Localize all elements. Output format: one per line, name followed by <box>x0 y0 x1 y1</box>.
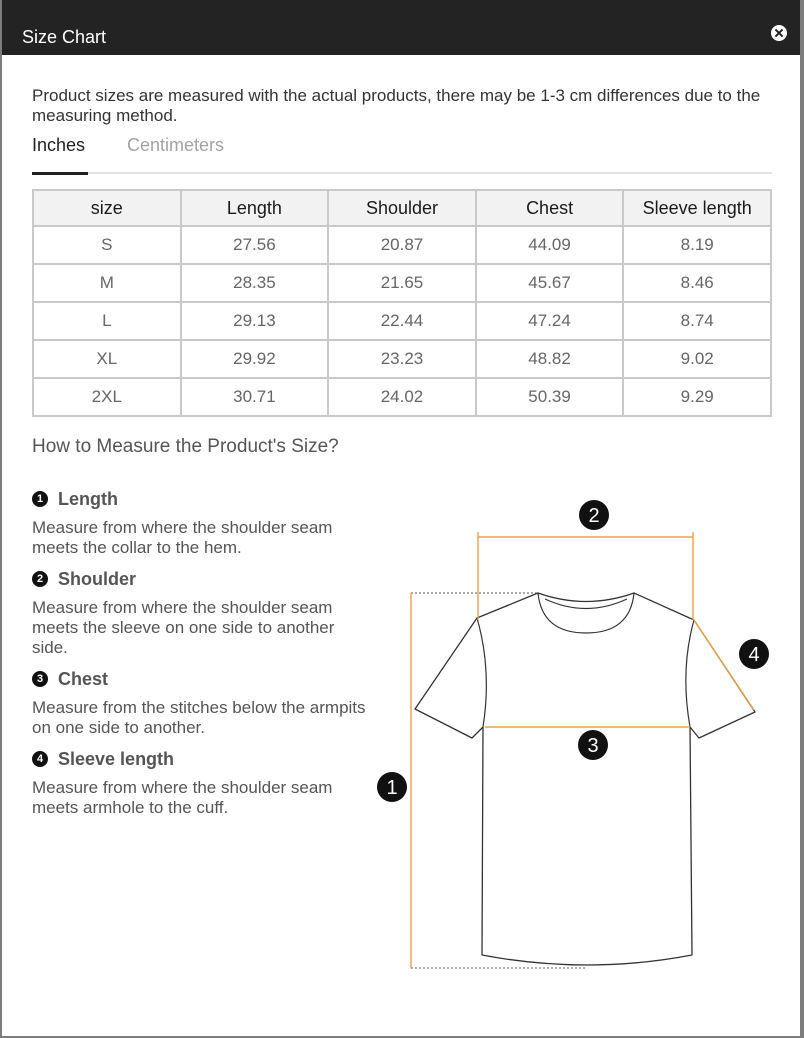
marker-4-icon <box>739 639 769 669</box>
marker-4-label: 4 <box>748 644 760 666</box>
table-cell: 29.13 <box>181 302 329 340</box>
table-cell: 22.44 <box>328 302 476 340</box>
step-shoulder <box>32 568 372 658</box>
column-header-shoulder: Shoulder <box>328 190 476 226</box>
step-title: Length <box>58 489 118 509</box>
table-cell: XL <box>33 340 181 378</box>
table-cell: M <box>33 264 181 302</box>
step-header <box>32 668 372 690</box>
marker-3-icon <box>578 730 608 760</box>
tab-inches-label: Inches <box>32 135 86 155</box>
tshirt-outline <box>415 593 755 965</box>
table-cell: 48.82 <box>476 340 624 378</box>
step-sleeve-length <box>32 748 372 818</box>
number-2-icon: 2 <box>32 571 48 587</box>
tab-centimeters[interactable]: Centimeters <box>127 135 225 155</box>
step-description: Measure from where the shoulder seam meets the collar to the hem. <box>32 518 333 557</box>
table-cell: 20.87 <box>328 226 476 264</box>
table-row <box>33 302 771 340</box>
table-cell: 2XL <box>33 378 181 416</box>
table-cell: 9.02 <box>623 340 771 378</box>
close-icon[interactable] <box>771 25 787 41</box>
marker-1-icon <box>377 772 407 802</box>
table-row <box>33 340 771 378</box>
column-header-chest: Chest <box>476 190 624 226</box>
table-cell: S <box>33 226 181 264</box>
table-cell: 8.74 <box>623 302 771 340</box>
size-chart-modal <box>2 0 800 1036</box>
marker-2-label: 2 <box>588 505 600 527</box>
column-header-sleeve-length: Sleeve length <box>623 190 771 226</box>
tab-inches[interactable] <box>32 134 85 156</box>
table-row <box>33 378 771 416</box>
table-cell: 45.67 <box>476 264 624 302</box>
column-header-size: size <box>33 190 181 226</box>
table-header-row <box>33 190 771 226</box>
table-cell: L <box>33 302 181 340</box>
table-cell: 27.56 <box>181 226 329 264</box>
number-1-icon: 1 <box>32 491 48 507</box>
column-header-length: Length <box>181 190 329 226</box>
marker-3-label: 3 <box>587 735 599 757</box>
table-row <box>33 264 771 302</box>
modal-title: Size Chart <box>22 27 107 47</box>
table-cell: 28.35 <box>181 264 329 302</box>
table-cell: 8.19 <box>623 226 771 264</box>
table-cell: 8.46 <box>623 264 771 302</box>
step-length <box>32 488 372 558</box>
step-title: Shoulder <box>58 569 137 589</box>
step-title: Sleeve length <box>58 749 175 769</box>
step-description: Measure from where the shoulder seam meets the sleeve on one side to another side. <box>32 598 335 657</box>
table-cell: 23.23 <box>328 340 476 378</box>
table-cell: 44.09 <box>476 226 624 264</box>
table-cell: 50.39 <box>476 378 624 416</box>
modal-header <box>2 0 800 55</box>
size-table <box>32 189 772 417</box>
number-4-icon: 4 <box>32 751 48 767</box>
howto-title: How to Measure the Product's Size? <box>32 436 339 457</box>
unit-tabs <box>32 134 772 175</box>
table-cell: 30.71 <box>181 378 329 416</box>
active-tab-indicator <box>32 172 88 175</box>
table-cell: 9.29 <box>623 378 771 416</box>
number-3-icon: 3 <box>32 671 48 687</box>
table-row <box>33 226 771 264</box>
table-cell: 29.92 <box>181 340 329 378</box>
tabs-divider <box>32 172 772 174</box>
table-cell: 24.02 <box>328 378 476 416</box>
marker-2-icon <box>579 500 609 530</box>
step-title: Chest <box>58 669 109 689</box>
table-cell: 21.65 <box>328 264 476 302</box>
step-description: Measure from where the shoulder seam meets armhole to the cuff. <box>32 778 333 817</box>
marker-1-label: 1 <box>386 777 398 799</box>
step-header <box>32 748 372 770</box>
tshirt-measurement-diagram <box>372 495 772 975</box>
step-description: Measure from the stitches below the armpits on one side to another. <box>32 698 366 737</box>
intro-text: Product sizes are measured with the actual products, there may be 1-3 cm differences due to the measuring method. <box>32 86 761 125</box>
step-chest <box>32 668 372 738</box>
table-cell: 47.24 <box>476 302 624 340</box>
step-header <box>32 488 372 510</box>
step-header <box>32 568 372 590</box>
